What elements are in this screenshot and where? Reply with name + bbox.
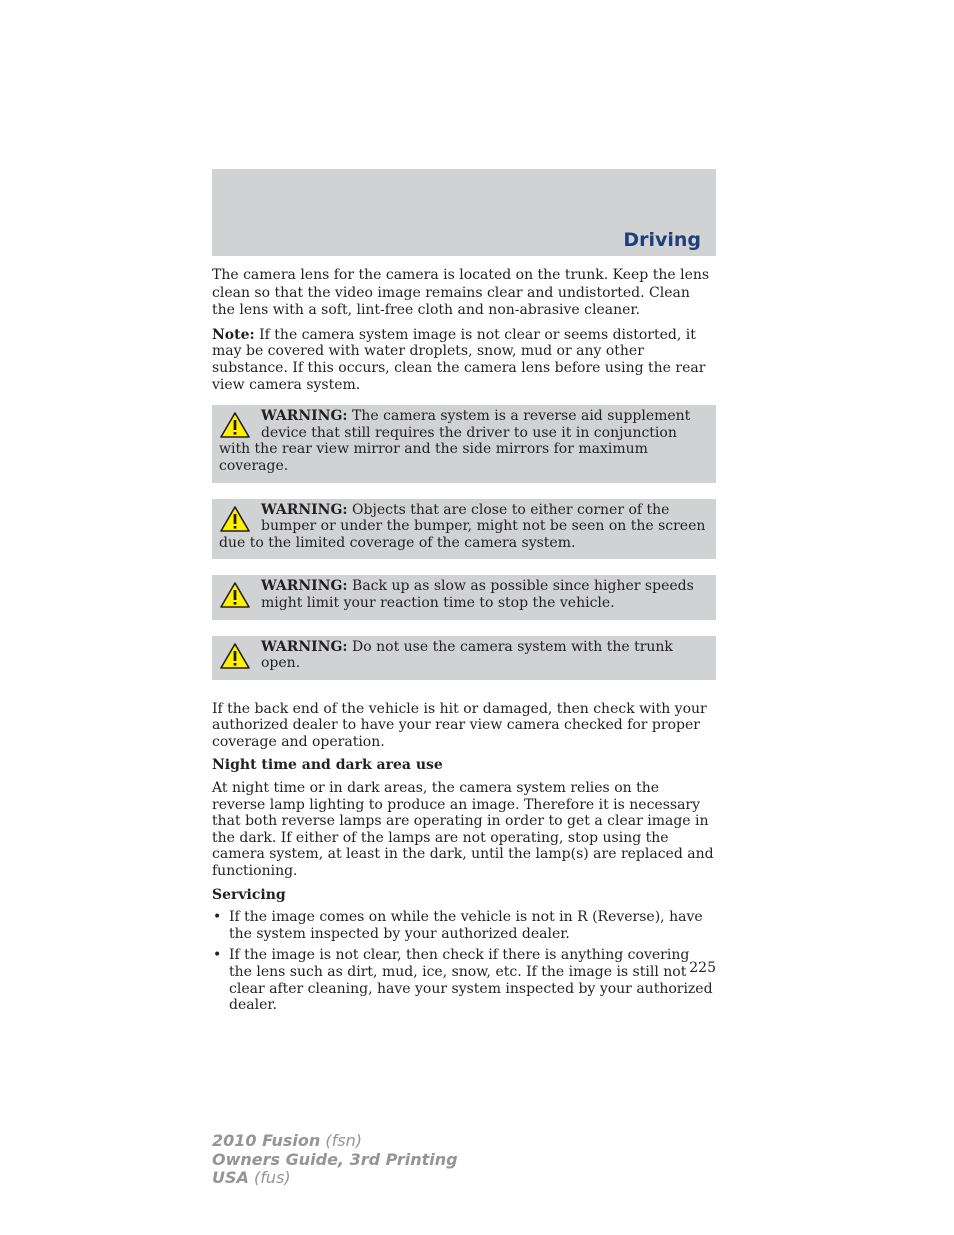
footer-line-1	[212, 1132, 458, 1151]
bullet: •	[213, 909, 222, 926]
warning-text: The camera system is a reverse aid supplement device that still requires the driver to use it in conjunction with the rear view mirror and the side mirrors for maximum coverage.	[219, 408, 691, 474]
warning-triangle-icon	[219, 505, 251, 533]
footer-guide: Owners Guide, 3rd Printing	[212, 1149, 458, 1169]
night-paragraph: At night time or in dark areas, the camera system relies on the reverse lamp lighting to produce an image. Therefore it is necessary that both reverse lamps are operating in order to get a clear image in the dark. If either of the lamps are not operating, stop using the camera system, at least in the dark, until the lamp(s) are replaced and functioning.	[212, 780, 714, 880]
footer	[212, 1132, 458, 1188]
section-title: Driving	[623, 229, 701, 251]
warning-label: WARNING:	[261, 501, 348, 518]
footer-market-code: (fus)	[248, 1168, 291, 1188]
warning-box-2	[212, 499, 716, 560]
note-text: If the camera system image is not clear or seems distorted, it may be covered with water droplets, snow, mud or any other substance. If this occurs, clean the camera lens before using the rear view camera system.	[212, 326, 706, 393]
warning-triangle-icon	[219, 411, 251, 439]
note-paragraph	[212, 327, 716, 393]
list-item	[212, 947, 716, 1013]
page-number: 225	[689, 960, 716, 976]
bullet: •	[213, 947, 222, 964]
footer-model-code: (fsn)	[320, 1131, 362, 1150]
note-label: Note:	[212, 326, 255, 343]
warning-triangle-icon	[219, 581, 251, 609]
warning-text: Objects that are close to either corner of the bumper or under the bumper, might not be seen on the screen due to the limited coverage of the camera system.	[219, 501, 706, 551]
warning-label: WARNING:	[261, 638, 348, 655]
footer-line-2	[212, 1151, 458, 1170]
servicing-heading: Servicing	[212, 886, 286, 903]
list-item-text: If the image is not clear, then check if there is anything covering the lens such as dirt, mud, ice, snow, etc. If the image is still not clear after cleaning, have your system inspected by your authorized dealer.	[229, 947, 713, 1014]
footer-market: USA	[212, 1168, 249, 1188]
lens-paragraph: The camera lens for the camera is located on the trunk. Keep the lens clean so that the video image remains clear and undistorted. Clean the lens with a soft, lint-free cloth and non-abrasive cleaner.	[212, 267, 710, 319]
footer-line-3	[212, 1169, 458, 1188]
warning-triangle-icon	[219, 642, 251, 670]
warning-text: Do not use the camera system with the trunk open.	[261, 638, 673, 672]
warning-label: WARNING:	[261, 408, 348, 425]
list-item-text: If the image comes on while the vehicle is not in R (Reverse), have the system inspected by your authorized dealer.	[229, 909, 703, 942]
warning-box-3	[212, 575, 716, 619]
section-header-band	[212, 169, 716, 256]
warning-box-4	[212, 636, 716, 680]
warning-box-1	[212, 405, 716, 482]
warning-label: WARNING:	[261, 578, 348, 595]
footer-model: 2010 Fusion	[212, 1131, 321, 1150]
damage-paragraph: If the back end of the vehicle is hit or damaged, then check with your authorized dealer to have your rear view camera checked for proper coverage and operation.	[212, 700, 707, 750]
list-item	[212, 909, 716, 942]
night-heading: Night time and dark area use	[212, 757, 443, 774]
page-content	[212, 267, 716, 1019]
servicing-list	[212, 909, 716, 1014]
warning-text: Back up as slow as possible since higher speeds might limit your reaction time to stop the vehicle.	[261, 578, 694, 611]
